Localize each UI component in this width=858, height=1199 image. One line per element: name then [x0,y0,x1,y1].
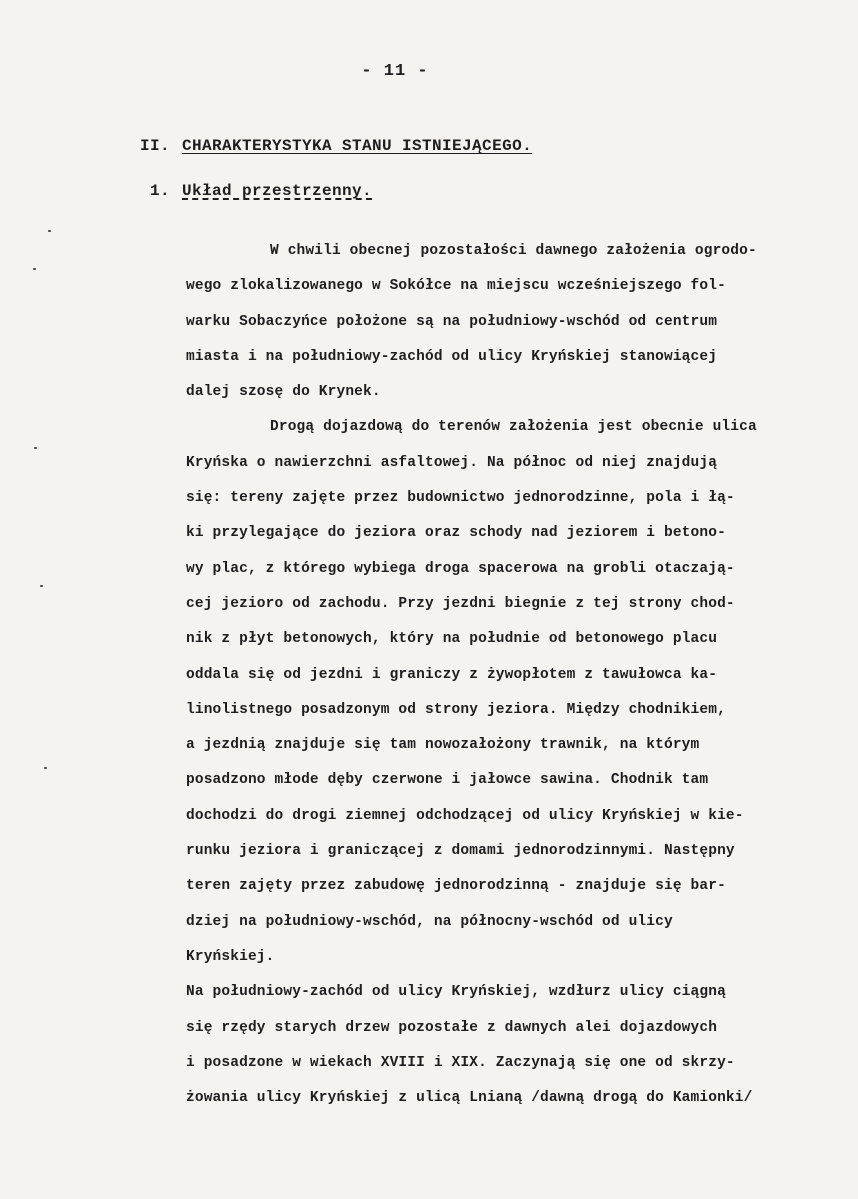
text-line: żowania ulicy Kryńskiej z ulicą Lnianą /dawną drogą do Kamionki/ [186,1090,753,1107]
margin-speck [48,230,51,232]
text-line: runku jeziora i graniczącej z domami jednorodzinnymi. Następny [186,843,735,860]
text-line: wego zlokalizowanego w Sokółce na miejscu wcześniejszego fol- [186,278,726,295]
section-number: II. [140,137,171,155]
text-line: dalej szosę do Krynek. [186,384,381,401]
subsection-heading [150,182,372,200]
text-line: Na południowy-zachód od ulicy Kryńskiej, wzdłurz ulicy ciągną [186,984,726,1001]
text-line: Kryńska o nawierzchni asfaltowej. Na północ od niej znajdują [186,454,718,471]
text-line: ki przylegające do jeziora oraz schody nad jeziorem i betono- [186,525,726,542]
subsection-title: Układ przestrzenny. [182,182,373,200]
section-heading [140,137,532,155]
page-number: - 11 - [361,62,429,81]
margin-speck [40,585,43,587]
text-line: Drogą dojazdową do terenów założenia jest obecnie ulica [270,419,757,436]
text-line: wy plac, z którego wybiega droga spacerowa na grobli otaczają- [186,560,735,577]
text-line: oddala się od jezdni i graniczy z żywopłotem z tawułowca ka- [186,666,718,683]
margin-speck [44,767,47,769]
text-line: miasta i na południowy-zachód od ulicy Kryńskiej stanowiącej [186,348,718,365]
subsection-number: 1. [150,182,171,200]
text-line: dziej na południowy-wschód, na północny-wschód od ulicy [186,913,673,930]
text-line: nik z płyt betonowych, który na południe od betonowego placu [186,631,718,648]
text-line: teren zajęty przez zabudowę jednorodzinną - znajduje się bar- [186,878,726,895]
text-line: dochodzi do drogi ziemnej odchodzącej od ulicy Kryńskiej w kie- [186,807,744,824]
text-line: cej jezioro od zachodu. Przy jezdni biegnie z tej strony chod- [186,595,735,612]
margin-speck [34,447,37,449]
text-line: warku Sobaczyńce położone są na południowy-wschód od centrum [186,313,718,330]
text-line: posadzono młode dęby czerwone i jałowce sawina. Chodnik tam [186,772,709,789]
text-line: a jezdnią znajduje się tam nowozałożony trawnik, na którym [186,737,700,754]
text-line: W chwili obecnej pozostałości dawnego założenia ogrodo- [270,243,757,259]
text-line: linolistnego posadzonym od strony jeziora. Między chodnikiem, [186,701,726,718]
section-title: CHARAKTERYSTYKA STANU ISTNIEJĄCEGO. [182,137,533,155]
body-text [186,234,854,1116]
text-line: się: tereny zajęte przez budownictwo jednorodzinne, pola i łą- [186,490,735,507]
text-line: się rzędy starych drzew pozostałe z dawnych alei dojazdowych [186,1019,718,1036]
text-line: i posadzone w wiekach XVIII i XIX. Zaczynają się one od skrzy- [186,1054,735,1071]
text-line: Kryńskiej. [186,948,275,965]
margin-speck [33,268,36,270]
